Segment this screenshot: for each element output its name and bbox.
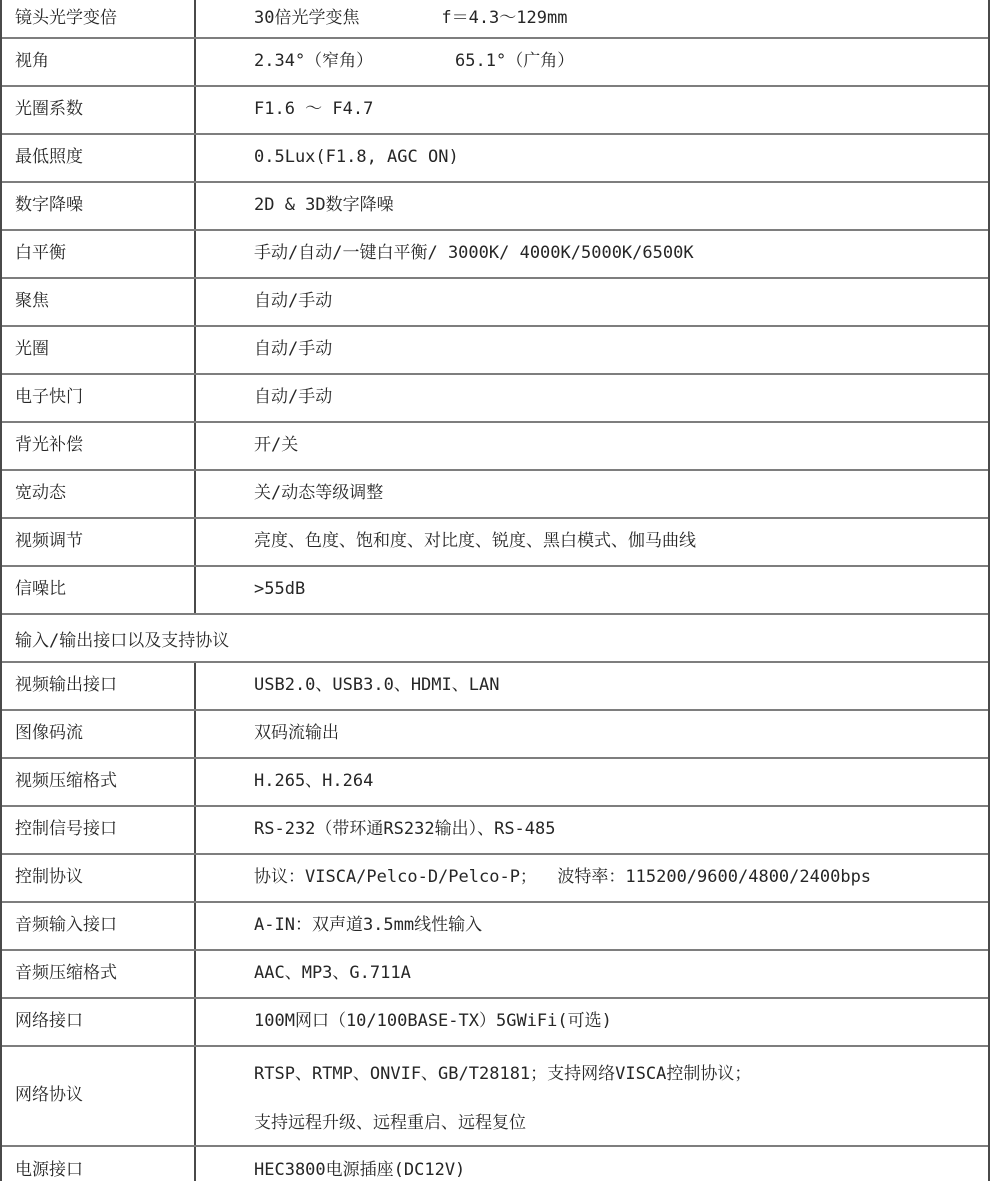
spec-label: 背光补偿	[2, 423, 196, 469]
spec-label: 图像码流	[2, 711, 196, 757]
spec-row-lens-zoom	[2, 0, 988, 39]
spec-row-image-stream	[2, 711, 988, 759]
spec-value-line1: RTSP、RTMP、ONVIF、GB/T28181；支持网络VISCA控制协议；	[254, 1064, 752, 1084]
spec-row-iris	[2, 327, 988, 375]
spec-value: H.265、H.264	[254, 771, 374, 792]
spec-value: 自动/手动	[254, 387, 333, 408]
spec-row-control-protocol	[2, 855, 988, 903]
spec-label: 聚焦	[2, 279, 196, 325]
spec-label: 视频调节	[2, 519, 196, 565]
spec-row-control-signal	[2, 807, 988, 855]
spec-value-multiline	[196, 1047, 988, 1145]
section-header-io-protocols	[2, 615, 988, 663]
spec-label: 音频压缩格式	[2, 951, 196, 997]
spec-value: AAC、MP3、G.711A	[254, 963, 411, 984]
spec-label: 视角	[2, 39, 196, 85]
spec-label: 视频压缩格式	[2, 759, 196, 805]
spec-value: 亮度、色度、饱和度、对比度、锐度、黑白模式、伽马曲线	[254, 531, 696, 552]
spec-row-aperture-ratio	[2, 87, 988, 135]
spec-value: F1.6 ～ F4.7	[254, 99, 374, 120]
spec-value: 自动/手动	[254, 291, 333, 312]
spec-row-network-protocol	[2, 1047, 988, 1147]
spec-label: 白平衡	[2, 231, 196, 277]
spec-value: 100M网口（10/100BASE-TX）5GWiFi(可选)	[254, 1011, 612, 1032]
spec-value: A-IN：双声道3.5mm线性输入	[254, 915, 483, 936]
spec-label: 电源接口	[2, 1147, 196, 1181]
spec-row-audio-compression	[2, 951, 988, 999]
spec-value: HEC3800电源插座(DC12V)	[254, 1160, 466, 1181]
spec-value: USB2.0、USB3.0、HDMI、LAN	[254, 675, 500, 696]
spec-row-shutter	[2, 375, 988, 423]
spec-row-noise-reduction	[2, 183, 988, 231]
spec-row-wdr	[2, 471, 988, 519]
spec-row-focus	[2, 279, 988, 327]
spec-value: 30倍光学变焦 f＝4.3～129mm	[254, 7, 568, 28]
spec-value: 自动/手动	[254, 339, 333, 360]
spec-label: 数字降噪	[2, 183, 196, 229]
spec-row-white-balance	[2, 231, 988, 279]
spec-label: 控制协议	[2, 855, 196, 901]
section-header-text: 输入/输出接口以及支持协议	[15, 630, 230, 651]
spec-label: 控制信号接口	[2, 807, 196, 853]
spec-label: 电子快门	[2, 375, 196, 421]
spec-value: 手动/自动/一键白平衡/ 3000K/ 4000K/5000K/6500K	[254, 243, 694, 264]
spec-label: 网络协议	[2, 1047, 196, 1145]
spec-row-video-output	[2, 663, 988, 711]
spec-value: 0.5Lux(F1.8, AGC ON)	[254, 147, 459, 168]
spec-row-view-angle	[2, 39, 988, 87]
spec-label: 宽动态	[2, 471, 196, 517]
spec-value-line2: 支持远程升级、远程重启、远程复位	[254, 1113, 526, 1133]
spec-row-min-illumination	[2, 135, 988, 183]
spec-label: 网络接口	[2, 999, 196, 1045]
spec-value: >55dB	[254, 579, 306, 600]
spec-value: 开/关	[254, 435, 299, 456]
spec-value: 双码流输出	[254, 723, 339, 744]
spec-value: RS-232（带环通RS232输出）、RS-485	[254, 819, 556, 840]
spec-row-audio-input	[2, 903, 988, 951]
spec-label: 镜头光学变倍	[2, 0, 196, 37]
spec-row-network-interface	[2, 999, 988, 1047]
spec-value: 2D & 3D数字降噪	[254, 195, 394, 216]
spec-label: 音频输入接口	[2, 903, 196, 949]
spec-label: 信噪比	[2, 567, 196, 613]
spec-row-snr	[2, 567, 988, 615]
spec-row-video-adjust	[2, 519, 988, 567]
spec-row-video-compression	[2, 759, 988, 807]
spec-value: 2.34°（窄角） 65.1°（广角）	[254, 51, 575, 72]
spec-label: 视频输出接口	[2, 663, 196, 709]
spec-row-backlight-comp	[2, 423, 988, 471]
spec-label: 光圈系数	[2, 87, 196, 133]
spec-value: 协议：VISCA/Pelco-D/Pelco-P； 波特率：115200/9600/4800/2400bps	[254, 867, 872, 888]
spec-label: 光圈	[2, 327, 196, 373]
spec-label: 最低照度	[2, 135, 196, 181]
spec-row-power	[2, 1147, 988, 1181]
spec-value: 关/动态等级调整	[254, 483, 384, 504]
